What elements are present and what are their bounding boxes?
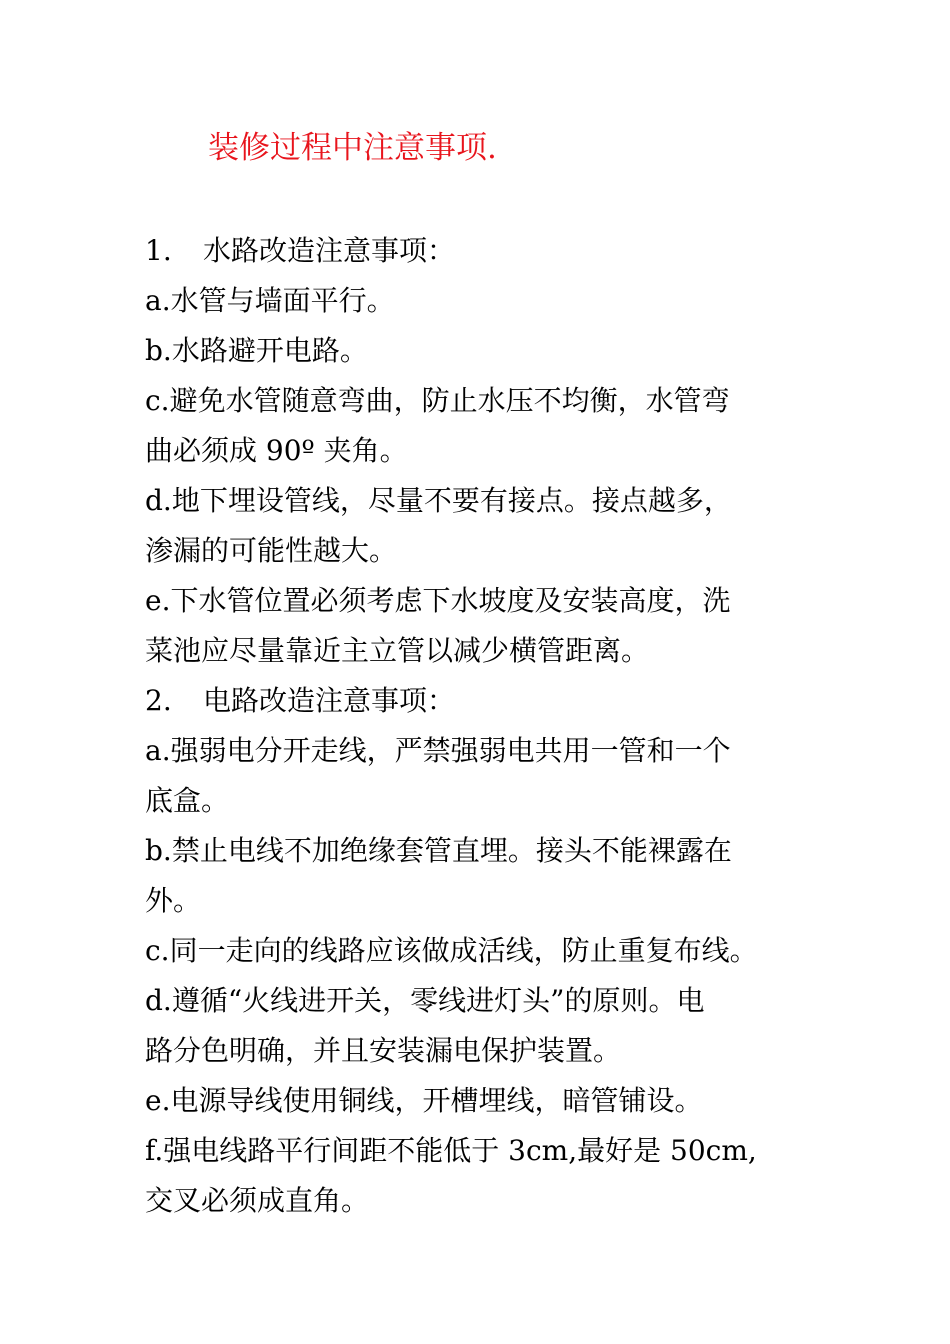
text-line: a.水管与墙面平行。 — [145, 284, 395, 317]
section-heading-text: 水路改造注意事项： — [203, 234, 456, 267]
section-heading-text: 电路改造注意事项： — [203, 684, 456, 717]
text-line: b.禁止电线不加绝缘套管直埋。接头不能裸露在 — [145, 834, 732, 867]
text-line: 外。 — [145, 884, 202, 917]
text-line: a.强弱电分开走线，严禁强弱电共用一管和一个 — [145, 734, 731, 767]
text-line: f.强电线路平行间距不能低于 3cm,最好是 50cm, — [145, 1134, 757, 1167]
section-number: 2. — [145, 684, 172, 717]
section-heading-electric — [145, 676, 835, 726]
text-line: c.避免水管随意弯曲，防止水压不均衡，水管弯 — [145, 384, 730, 417]
section-number: 1. — [145, 234, 172, 267]
text-line: c.同一走向的线路应该做成活线，防止重复布线。 — [145, 934, 758, 967]
document-body — [145, 226, 835, 1226]
text-line: b.水路避开电路。 — [145, 334, 368, 367]
text-line: e.下水管位置必须考虑下水坡度及安装高度，洗 — [145, 584, 731, 617]
text-line: d.地下埋设管线，尽量不要有接点。接点越多， — [145, 484, 732, 517]
text-line: 渗漏的可能性越大。 — [145, 534, 398, 567]
text-line: 底盒。 — [145, 784, 230, 817]
text-line: 菜池应尽量靠近主立管以减少横管距离。 — [145, 634, 650, 667]
text-line: d.遵循“火线进开关，零线进灯头”的原则。电 — [145, 984, 705, 1017]
section-heading-water — [145, 226, 835, 276]
text-line: 曲必须成 90º 夹角。 — [145, 434, 408, 467]
text-line: 交叉必须成直角。 — [145, 1184, 370, 1217]
text-line: 路分色明确，并且安装漏电保护装置。 — [145, 1034, 622, 1067]
text-line: e.电源导线使用铜线，开槽埋线，暗管铺设。 — [145, 1084, 703, 1117]
document-title: 装修过程中注意事项. — [208, 130, 497, 166]
